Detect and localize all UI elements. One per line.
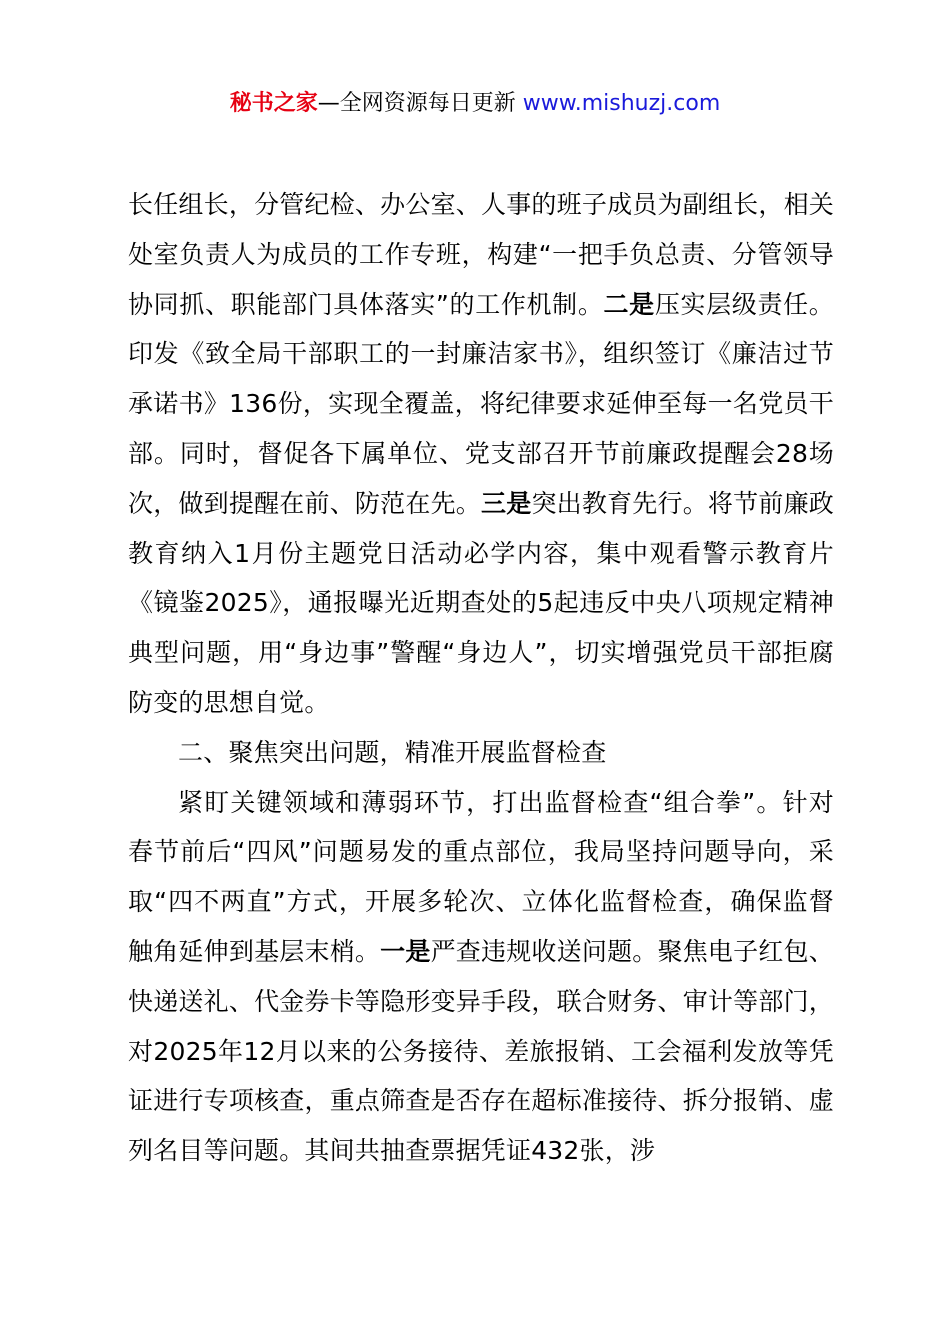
document-body [128,180,834,1176]
paragraph-text: 压实层级责任。印发《致全局干部职工的一封廉洁家书》，组织签订《廉洁过节承诺书》136份，实现全覆盖，将纪律要求延伸至每一名党员干部。同时，督促各下属单位、党支部召开节前廉政提醒会28场次，做到提醒在前、防范在先。 [128,289,834,518]
lead-phrase: 二是 [603,289,655,319]
paragraph [128,778,834,1176]
lead-phrase: 三是 [481,488,532,518]
lead-phrase: 一是 [380,936,431,966]
paragraph-text: 紧盯关键领域和薄弱环节，打出监督检查“组合拳”。针对春节前后“四风”问题易发的重点部位，我局坚持问题导向，采取“四不两直”方式，开展多轮次、立体化监督检查，确保监督触角延伸到基层末梢。 [128,787,834,966]
page-header [0,88,950,120]
paragraph-text: 严查违规收送问题。聚焦电子红包、快递送礼、代金券卡等隐形变异手段，联合财务、审计等部门，对2025年12月以来的公务接待、差旅报销、工会福利发放等凭证进行专项核查，重点筛查是否存在超标准接待、拆分报销、虚列名目等问题。其间共抽查票据凭证432张，涉 [128,936,834,1166]
section-heading: 二、聚焦突出问题，精准开展监督检查 [178,737,607,767]
paragraph-text: 突出教育先行。将节前廉政教育纳入1月份主题党日活动必学内容，集中观看警示教育片《镜鉴2025》，通报曝光近期查处的5起违反中央八项规定精神典型问题，用“身边事”警醒“身边人”，切实增强党员干部拒腐防变的思想自觉。 [128,488,834,717]
paragraph-continued [128,180,834,728]
brand-name: 秘书之家 [229,91,318,116]
header-tagline: —全网资源每日更新 [317,91,523,116]
paragraph-text: 长任组长，分管纪检、办公室、人事的班子成员为副组长，相关处室负责人为成员的工作专班，构建“一把手负总责、分管领导协同抓、职能部门具体落实”的工作机制。 [128,190,834,319]
site-url-link[interactable]: www.mishuzj.com [522,91,721,116]
